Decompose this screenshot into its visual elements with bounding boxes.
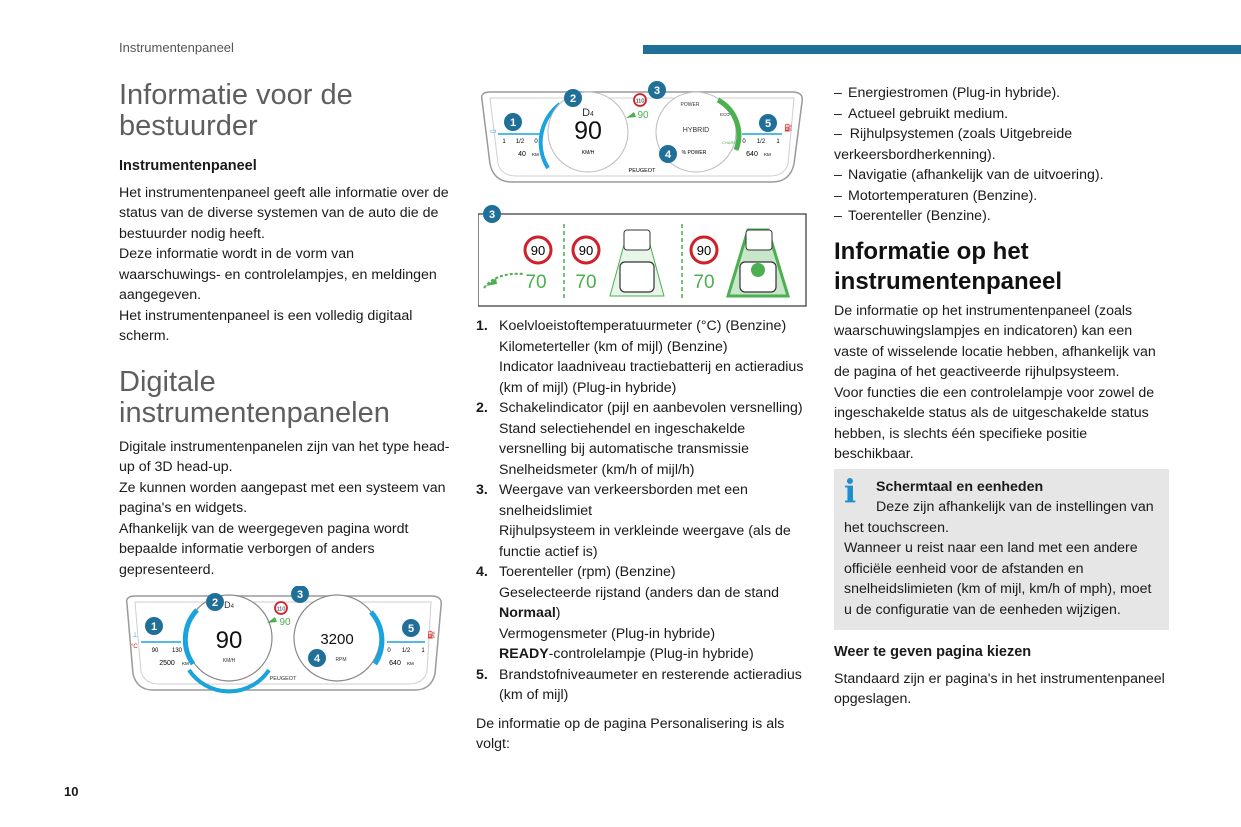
callout-1 [145, 617, 163, 635]
list-item: – Rijhulpsystemen (zoals Uitgebreide verkeersbordherkenning). [834, 126, 1073, 163]
svg-text:110: 110 [276, 606, 286, 613]
paragraph: Voor functies die een controlelampje voor zowel de ingeschakelde status als de uitgeschakelde status hebben, is slechts één specifieke positie beschikbaar. [834, 384, 1155, 462]
left-column [119, 80, 454, 580]
electric-range: 40 [518, 151, 526, 158]
battery-icon: ▭ [490, 128, 497, 135]
svg-text:KM: KM [532, 152, 539, 157]
paragraph: Digitale instrumentenpanelen zijn van het type head-up of 3D head-up. [119, 438, 450, 475]
paragraph: Het instrumentenpaneel is een volledig digitaal scherm. [119, 307, 413, 344]
svg-text:70: 70 [693, 272, 715, 293]
steering-wheel-icon [751, 263, 765, 277]
list-item: 5. Brandstofniveaumeter en resterende actieradius (km of mijl) [476, 666, 802, 703]
car-icon [620, 262, 654, 292]
svg-text:0: 0 [387, 648, 391, 654]
svg-text:4: 4 [664, 149, 672, 161]
list-item: 2. Schakelindicator (pijl en aanbevolen versnelling) Stand selectiehendel en ingeschakelde versnelling bij automatische transmissie Snelheidsmeter (km/h of mijl/h) [476, 400, 803, 478]
info-box-title: Schermtaal en eenheden [876, 478, 1044, 495]
dash-list [834, 83, 1169, 227]
rpm-unit: RPM [335, 657, 347, 663]
paragraph: Afhankelijk van de weergegeven pagina wordt bepaalde informatie verborgen of anders gepresenteerd. [119, 520, 409, 578]
middle-column [476, 316, 816, 755]
page-title: Informatie voor de bestuurder [119, 79, 353, 142]
svg-text:70: 70 [575, 272, 597, 293]
list-item: – Energiestromen (Plug-in hybride). [834, 85, 1061, 101]
svg-text:1/2: 1/2 [515, 139, 525, 145]
svg-text:0: 0 [534, 139, 538, 145]
callout-4 [659, 145, 677, 163]
traffic-sign-diagram [478, 202, 808, 308]
svg-text:1/2: 1/2 [401, 648, 411, 654]
svg-text:3: 3 [296, 589, 304, 601]
svg-text:3: 3 [488, 209, 496, 221]
speed-value: 90 [574, 117, 602, 145]
section-title-digitale: Digitale instrumentenpanelen [119, 365, 390, 429]
list-item: – Motortemperaturen (Benzine). [834, 187, 1038, 204]
svg-text:110: 110 [635, 98, 645, 105]
fuel-pump-icon: ⛽ [784, 125, 793, 132]
svg-text:90: 90 [696, 243, 712, 258]
odometer: 2500 [159, 660, 175, 667]
drive-mode: HYBRID [682, 127, 710, 134]
list-item: 4. Toerenteller (rpm) (Benzine) Geselecteerde rijstand (anders dan de stand Normaal) Vermogensmeter (Plug-in hybride) READY-controlelampje (Plug-in hybride) [476, 564, 779, 662]
svg-text:90: 90 [151, 648, 159, 654]
recommended-speed: 90 [637, 110, 649, 121]
callout-5 [759, 114, 777, 132]
recommended-speed: 90 [279, 617, 291, 628]
speed-value: 90 [215, 627, 243, 654]
svg-text:1/2: 1/2 [756, 139, 766, 145]
svg-text:90: 90 [530, 243, 546, 258]
info-box-text: Deze zijn afhankelijk van de instellingen van het touchscreen. [844, 499, 1154, 536]
paragraph: Het instrumentenpaneel geeft alle informatie over de status van de diverse systemen van de auto die de bestuurder nodig heeft. [119, 184, 449, 242]
svg-text:5: 5 [764, 118, 772, 130]
thermometer-icon: ⊥ [132, 632, 139, 639]
svg-text:0: 0 [742, 139, 746, 145]
svg-text:4: 4 [313, 653, 321, 665]
svg-text:90: 90 [578, 243, 594, 258]
brand-logo-text: PEUGEOT [628, 168, 656, 174]
paragraph: De informatie op het instrumentenpaneel (zoals waarschuwingslampjes en indicatoren) kan een vaste of wisselende locatie hebben, afhankelijk van de pagina of het geactiveerde rijhulpsysteem. [834, 302, 1156, 380]
paragraph: Ze kunnen worden aangepast met een systeem van pagina's en widgets. [119, 479, 446, 516]
header-accent-bar [643, 45, 1241, 54]
power-label: POWER [680, 102, 700, 108]
svg-text:130: 130 [171, 648, 183, 654]
list-item: – Navigatie (afhankelijk van de uitvoering). [834, 167, 1104, 183]
section-title-informatie: Informatie op het instrumentenpaneel [834, 237, 1063, 295]
svg-text:2: 2 [211, 597, 219, 609]
brand-logo-text: PEUGEOT [269, 676, 297, 682]
svg-text:1: 1 [509, 117, 517, 129]
list-item: 1. Koelvloeistoftemperatuurmeter (°C) (Benzine) Kilometerteller (km of mijl) (Benzine) Indicator laadniveau tractiebatterij en actieradius (km of mijl) (Plug-in hybride) [476, 318, 804, 396]
callout-2 [206, 593, 224, 611]
charge-label: CHARGE [722, 140, 740, 145]
svg-text:3: 3 [653, 85, 661, 97]
power-unit: % POWER [681, 150, 707, 156]
svg-text:KM: KM [764, 152, 771, 157]
svg-text:1: 1 [776, 139, 780, 145]
callout-2 [564, 89, 582, 107]
info-box-text: Wanneer u reist naar een land met een andere officiële eenheid voor de afstanden en snelheidslimieten (km of mijl, km/h of mph), moet u de configuratie van de eenheden wijzigen. [844, 540, 1152, 618]
page-number: 10 [64, 784, 79, 799]
section-label: Instrumentenpaneel [119, 40, 234, 55]
gear-indicator: D4 [582, 107, 594, 119]
temp-unit: °C [131, 644, 138, 650]
speed-unit: KM/H [222, 658, 236, 664]
dashboard-diagram-hybrid [478, 80, 806, 188]
paragraph: Deze informatie wordt in de vorm van waarschuwings- en controlelampjes, en meldingen aangegeven. [119, 246, 437, 303]
info-icon: i [844, 471, 857, 510]
list-item: 3. Weergave van verkeersborden met een snelheidslimiet Rijhulpsysteem in verkleinde weergave (als de functie actief is) [476, 482, 791, 560]
subheading-pagina-kiezen: Weer te geven pagina kiezen [834, 644, 1032, 660]
svg-text:KM: KM [407, 661, 414, 666]
callout-3 [483, 205, 501, 223]
svg-text:1: 1 [150, 621, 158, 633]
svg-text:KM/H: KM/H [581, 150, 595, 156]
fuel-pump-icon: ⛽ [427, 632, 436, 639]
callout-5 [402, 619, 420, 637]
svg-text:KM: KM [182, 661, 189, 666]
svg-text:70: 70 [525, 272, 547, 293]
svg-text:2: 2 [569, 93, 577, 105]
callout-1 [504, 113, 522, 131]
paragraph: Standaard zijn er pagina's in het instrumentenpaneel opgeslagen. [834, 670, 1165, 707]
callout-4 [308, 649, 326, 667]
info-box [834, 469, 1169, 631]
range-value: 640 [746, 151, 758, 158]
range-value: 640 [389, 660, 401, 667]
paragraph: De informatie op de pagina Personalisering is als volgt: [476, 715, 785, 752]
list-item: – Actueel gebruikt medium. [834, 105, 1009, 122]
dashboard-diagram-standard [119, 586, 449, 696]
svg-text:5: 5 [407, 623, 415, 635]
legend-list [476, 316, 816, 706]
right-column [834, 83, 1169, 710]
subheading-instrumentenpaneel: Instrumentenpaneel [119, 158, 257, 174]
svg-text:1: 1 [502, 139, 506, 145]
callout-3 [648, 81, 666, 99]
gear-indicator: D4 [224, 600, 234, 610]
svg-text:1: 1 [421, 648, 425, 654]
list-item: – Toerenteller (Benzine). [834, 208, 991, 224]
rpm-value: 3200 [320, 631, 354, 648]
eco-label: ECO [720, 112, 730, 117]
